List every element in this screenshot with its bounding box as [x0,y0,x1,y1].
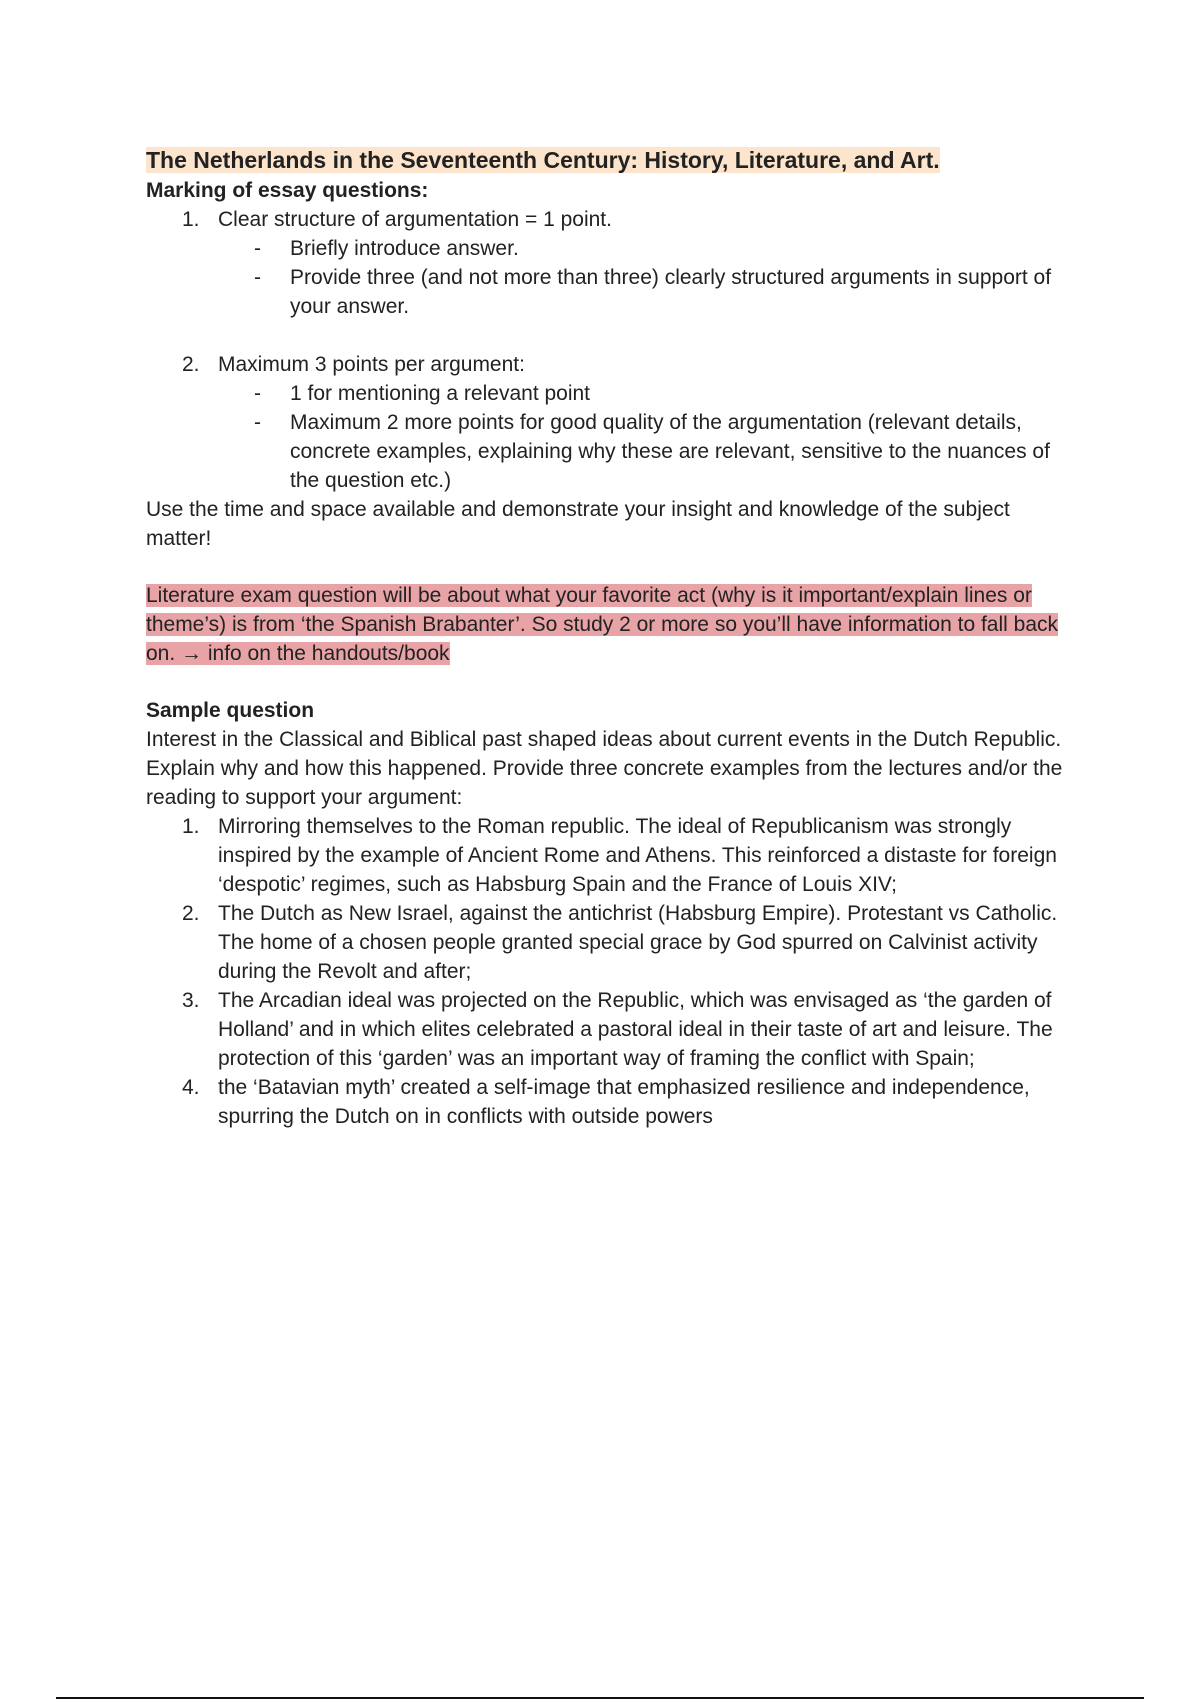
list-item [146,986,1066,1073]
list-number: 2. [182,902,200,925]
list-number: 2. [182,353,200,376]
marking-item-2 [146,350,1066,495]
title-text: The Netherlands in the Seventeenth Century: History, Literature, and Art. [146,147,940,173]
list-item-text: the ‘Batavian myth’ created a self-image that emphasized resilience and independence, spurring the Dutch on in conflicts with outside powers [218,1076,1030,1128]
list-item [146,1073,1066,1131]
list-number: 1. [182,208,200,231]
dash-marker: - [254,237,261,260]
list-item-text: Provide three (and not more than three) clearly structured arguments in support of your answer. [290,266,1052,318]
sample-answer-list [146,812,1066,1131]
marking-list [146,205,1066,495]
list-item-text: Maximum 2 more points for good quality of the argumentation (relevant details, concrete examples, explaining why these are relevant, sensitive to the nuances of the question etc.) [290,411,1050,492]
spacer [146,321,1066,350]
marking-sublist [218,379,1066,495]
sample-heading: Sample question [146,699,315,722]
exam-note [146,581,1066,668]
list-item-text: 1 for mentioning a relevant point [290,382,591,405]
list-item-text: The Dutch as New Israel, against the antichrist (Habsburg Empire). Protestant vs Catholic. The home of a chosen people granted special grace by God spurred on Calvinist activity during the Revolt and after; [218,902,1058,983]
dash-marker: - [254,266,261,289]
list-item [218,234,1066,263]
list-item [146,899,1066,986]
sample-question: Interest in the Classical and Biblical past shaped ideas about current events in the Dutch Republic. Explain why and how this happened. Provide three concrete examples from the lectures and/or the reading to support your argument: [146,728,1063,809]
document-title [146,144,1066,176]
marking-item-text: Clear structure of argumentation = 1 point. [218,208,612,231]
marking-item-text: Maximum 3 points per argument: [218,353,525,376]
list-item-text: The Arcadian ideal was projected on the Republic, which was envisaged as ‘the garden of Holland’ and in which elites celebrated a pastoral ideal in their taste of art and leisure. The protection of this ‘garden’ was an important way of framing the conflict with Spain; [218,989,1053,1070]
marking-sublist [218,234,1066,321]
dash-marker: - [254,411,261,434]
spacer [146,668,1066,696]
marking-heading: Marking of essay questions: [146,179,429,202]
list-item [218,408,1066,495]
list-item [146,812,1066,899]
list-item [218,379,1066,408]
page-bottom-rule [56,1697,1144,1699]
document-page [146,144,1066,1131]
list-number: 1. [182,815,200,838]
exam-note-text: Literature exam question will be about what your favorite act (why is it important/explain lines or theme’s) is from ‘the Spanish Brabanter’. So study 2 or more so you’ll have information to fall back on. → info on the handouts/book [146,584,1058,665]
dash-marker: - [254,382,261,405]
list-number: 4. [182,1076,200,1099]
list-item [218,263,1066,321]
marking-closing: Use the time and space available and demonstrate your insight and knowledge of the subject matter! [146,498,1010,550]
list-item-text: Briefly introduce answer. [290,237,519,260]
list-number: 3. [182,989,200,1012]
marking-item-1 [146,205,1066,321]
spacer [146,553,1066,581]
list-item-text: Mirroring themselves to the Roman republic. The ideal of Republicanism was strongly inspired by the example of Ancient Rome and Athens. This reinforced a distaste for foreign ‘despotic’ regimes, such as Habsburg Spain and the France of Louis XIV; [218,815,1057,896]
